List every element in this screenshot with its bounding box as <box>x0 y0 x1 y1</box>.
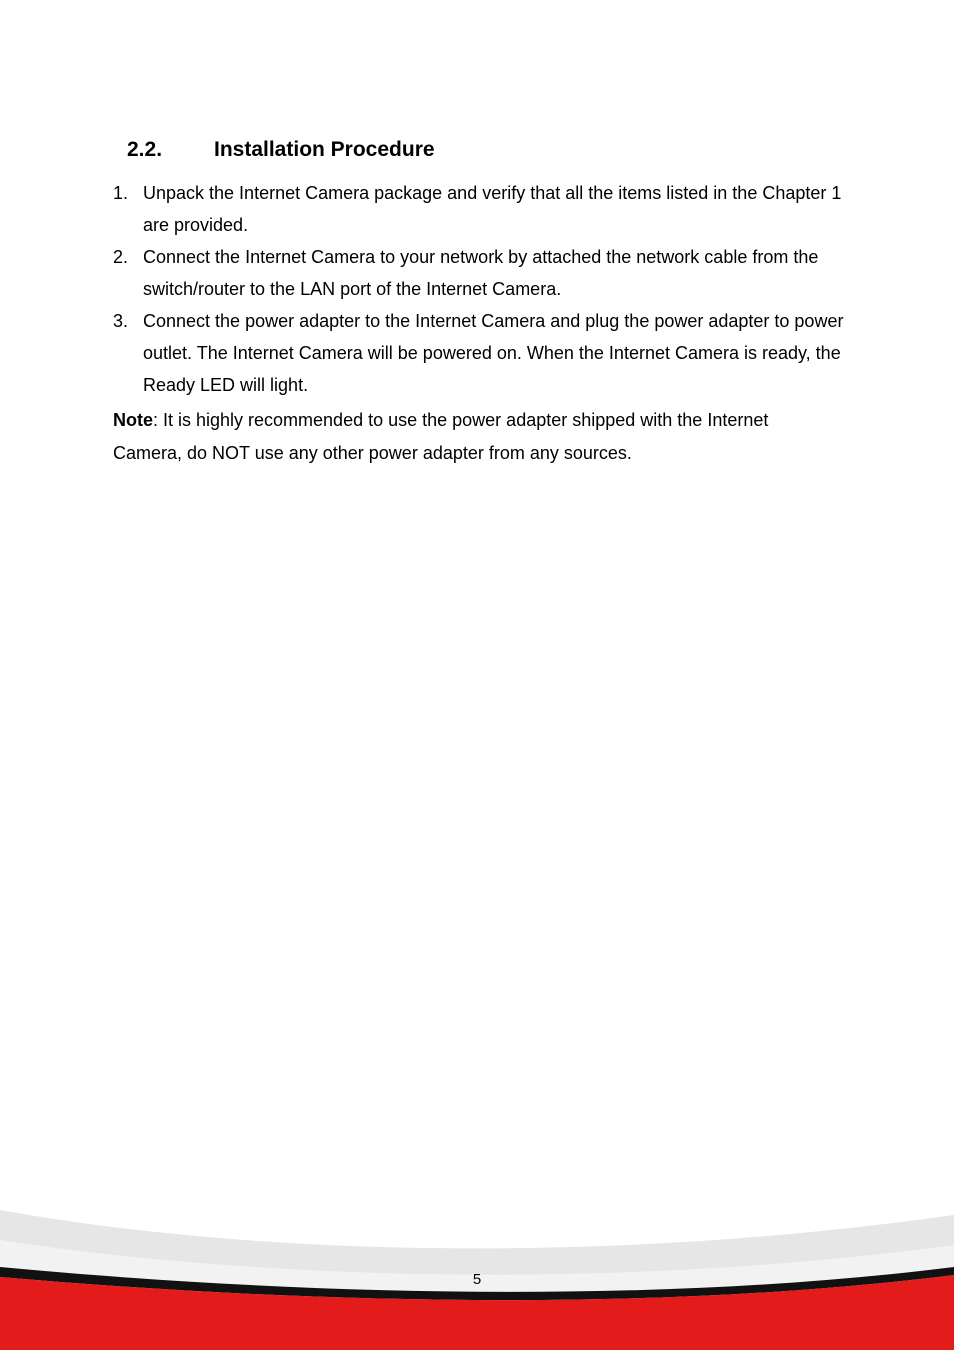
page-number: 5 <box>472 1271 482 1288</box>
note-text: : It is highly recommended to use the power adapter shipped with the Internet Camera, do NOT use any other power adapter from any sources. <box>113 410 769 463</box>
section-number: 2.2. <box>127 138 163 161</box>
step-number: 2. <box>113 247 129 267</box>
step-text: Unpack the Internet Camera package and verify that all the items listed in the Chapter 1 are provided. <box>143 183 842 235</box>
installation-steps-list <box>113 177 853 401</box>
step-text: Connect the power adapter to the Internet Camera and plug the power adapter to power outlet. The Internet Camera will be powered on. When the Internet Camera is ready, the Ready LED will light. <box>143 311 844 395</box>
note-label: Note <box>113 410 153 430</box>
list-item <box>113 241 853 305</box>
list-item <box>113 305 853 401</box>
step-text: Connect the Internet Camera to your network by attached the network cable from the switch/router to the LAN port of the Internet Camera. <box>143 247 819 299</box>
note-paragraph <box>113 404 833 470</box>
section-heading <box>127 136 435 164</box>
step-number: 1. <box>113 183 129 203</box>
section-title: Installation Procedure <box>214 138 435 161</box>
list-item <box>113 177 853 241</box>
step-number: 3. <box>113 311 129 331</box>
